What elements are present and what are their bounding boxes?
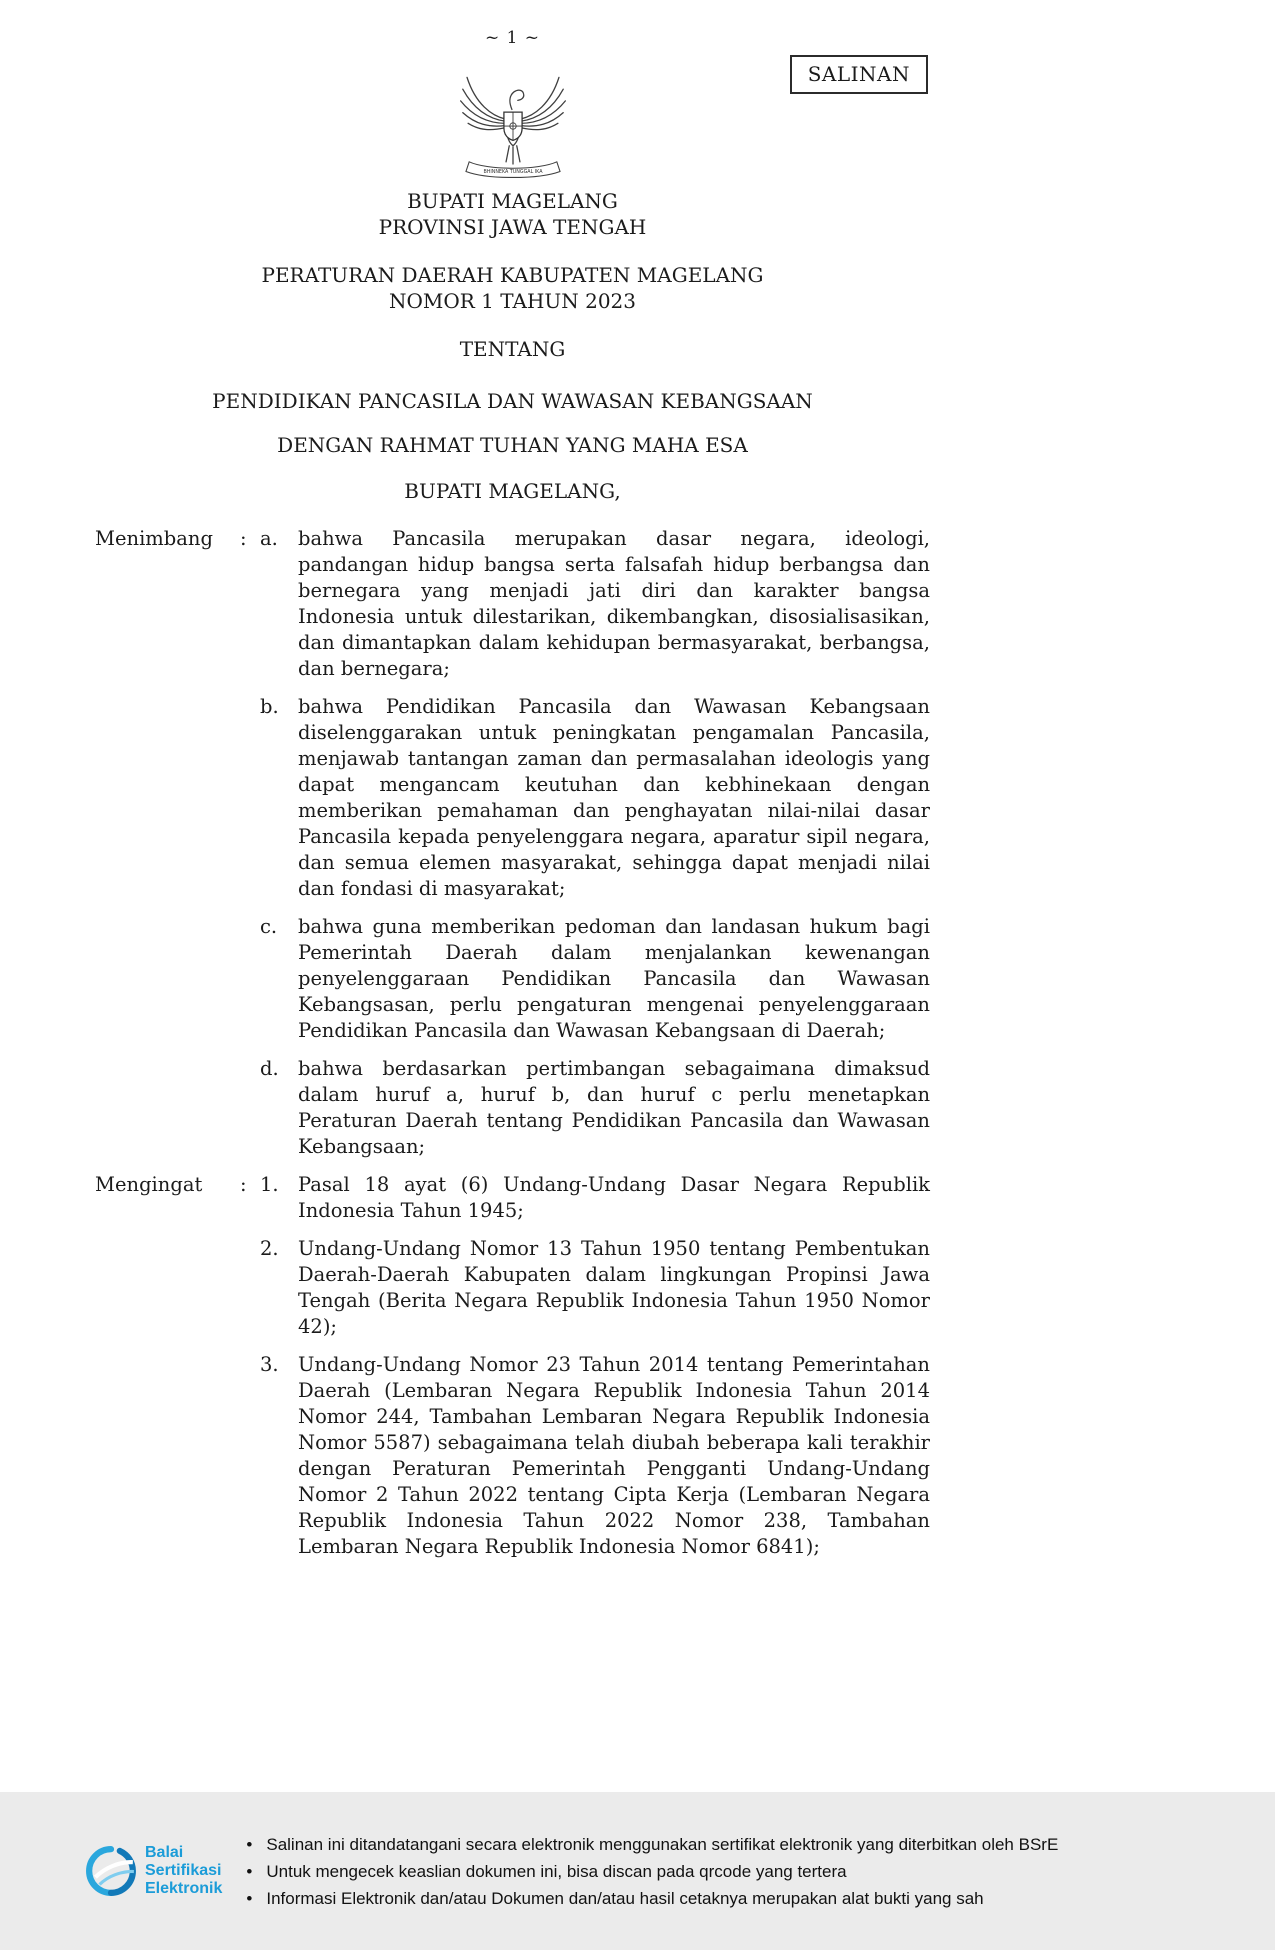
mengingat-item-2 (95, 1236, 930, 1340)
regulation-title-line1: PERATURAN DAERAH KABUPATEN MAGELANG (261, 263, 764, 287)
footer-note-text: Salinan ini ditandatangani secara elektronik menggunakan sertifikat elektronik yang diterbitkan oleh BSrE (266, 1834, 1059, 1854)
item-text: bahwa berdasarkan pertimbangan sebagaimana dimaksud dalam huruf a, huruf b, dan huruf c perlu menetapkan Peraturan Daerah tentang Pendidikan Pancasila dan Wawasan Kebangsaan; (298, 1057, 930, 1158)
menimbang-item-b (95, 694, 930, 902)
salinan-stamp: SALINAN (790, 55, 928, 94)
mengingat-item-1 (95, 1172, 930, 1224)
motto-text: BHINNEKA TUNGGAL IKA (482, 170, 543, 176)
page-number: ~ 1 ~ (484, 28, 541, 48)
invocation-line: DENGAN RAHMAT TUHAN YANG MAHA ESA (277, 433, 748, 457)
item-text: bahwa Pancasila merupakan dasar negara, ideologi, pandangan hidup bangsa serta falsafah hidup berbangsa dan bernegara yang menjadi jati diri dan karakter bangsa Indonesia untuk dilestarikan, dikembangkan, disosialisasikan, dan dimantapkan dalam kehidupan bermasyarakat, berbangsa, dan bernegara; (298, 527, 930, 680)
mengingat-separator: : (240, 1173, 247, 1196)
bsre-logo-line1: Balai (145, 1844, 184, 1861)
item-text: bahwa guna memberikan pedoman dan landasan hukum bagi Pemerintah Daerah dalam menjalankan kewenangan penyelenggaraan Pendidikan Pancasila dan Wawasan Kebangsasan, perlu pengaturan mengenai penyelenggaraan Pendidikan Pancasila dan Wawasan Kebangsaan di Daerah; (298, 915, 930, 1042)
menimbang-item-c (95, 914, 930, 1044)
item-number: 2. (260, 1237, 279, 1260)
footer-note (246, 1831, 1058, 1858)
item-letter: d. (260, 1057, 279, 1080)
bsre-globe-icon (85, 1845, 137, 1897)
menimbang-item-d (95, 1056, 930, 1160)
item-text: Undang-Undang Nomor 23 Tahun 2014 tentang Pemerintahan Daerah (Lembaran Negara Republik Indonesia Tahun 2014 Nomor 244, Tambahan Lembaran Negara Republik Indonesia Nomor 5587) sebagaimana telah diubah beberapa kali terakhir dengan Peraturan Pemerintah Pengganti Undang-Undang Nomor 2 Tahun 2022 tentang Cipta Kerja (Lembaran Negara Republik Indonesia Tahun 2022 Nomor 238, Tambahan Lembaran Negara Republik Indonesia Nomor 6841); (298, 1353, 930, 1558)
mengingat-item-3 (95, 1352, 930, 1560)
item-text: bahwa Pendidikan Pancasila dan Wawasan Kebangsaan diselenggarakan untuk peningkatan pengamalan Pancasila, menjawab tantangan zaman dan permasalahan ideologis yang dapat mengancam keutuhan dan kebhinekaan dengan memberikan pemahaman dan penghayatan nilai-nilai dasar Pancasila kepada penyelenggara negara, aparatur sipil negara, dan semua elemen masyarakat, sehingga dapat menjadi nilai dan fondasi di masyarakat; (298, 695, 930, 900)
footer-note-text: Informasi Elektronik dan/atau Dokumen dan/atau hasil cetaknya merupakan alat bukti yang sah (266, 1888, 984, 1908)
authority-title-line1: BUPATI MAGELANG (407, 189, 618, 213)
pancasila-shield-icon (503, 112, 521, 140)
footer-bar (0, 1792, 1275, 1950)
menimbang-item-a (95, 526, 930, 682)
footer-note (246, 1885, 1058, 1912)
item-letter: c. (260, 915, 278, 938)
bsre-logo-line2: Sertifikasi (145, 1862, 222, 1879)
bullet-icon: • (246, 1834, 253, 1854)
regulation-title-line2: NOMOR 1 TAHUN 2023 (388, 289, 636, 313)
item-number: 1. (260, 1173, 279, 1196)
preamble-clauses (95, 526, 930, 1560)
item-text: Undang-Undang Nomor 13 Tahun 1950 tentang Pembentukan Daerah-Daerah Kabupaten dalam lingkungan Propinsi Jawa Tengah (Berita Negara Republik Indonesia Tahun 1950 Nomor 42); (298, 1237, 930, 1338)
bsre-logo (85, 1844, 222, 1898)
bullet-icon: • (246, 1888, 253, 1908)
regulation-subject: PENDIDIKAN PANCASILA DAN WAWASAN KEBANGSAAN (212, 389, 813, 413)
bsre-logo-line3: Elektronik (145, 1880, 223, 1897)
bullet-icon: • (246, 1861, 253, 1881)
item-number: 3. (260, 1353, 279, 1376)
mengingat-label: Mengingat (95, 1173, 203, 1196)
about-label: TENTANG (459, 337, 566, 361)
garuda-emblem-icon (454, 56, 572, 180)
footer-notes (246, 1831, 1058, 1912)
bsre-logo-text (145, 1844, 222, 1898)
item-text: Pasal 18 ayat (6) Undang-Undang Dasar Negara Republik Indonesia Tahun 1945; (298, 1173, 930, 1222)
item-letter: a. (260, 527, 278, 550)
footer-note-text: Untuk mengecek keaslian dokumen ini, bisa discan pada qrcode yang tertera (266, 1861, 847, 1881)
authority-title-line2: PROVINSI JAWA TENGAH (378, 215, 647, 239)
menimbang-separator: : (240, 527, 247, 550)
item-letter: b. (260, 695, 279, 718)
footer-note (246, 1858, 1058, 1885)
issuer-line: BUPATI MAGELANG, (404, 479, 621, 503)
menimbang-label: Menimbang (95, 527, 213, 550)
